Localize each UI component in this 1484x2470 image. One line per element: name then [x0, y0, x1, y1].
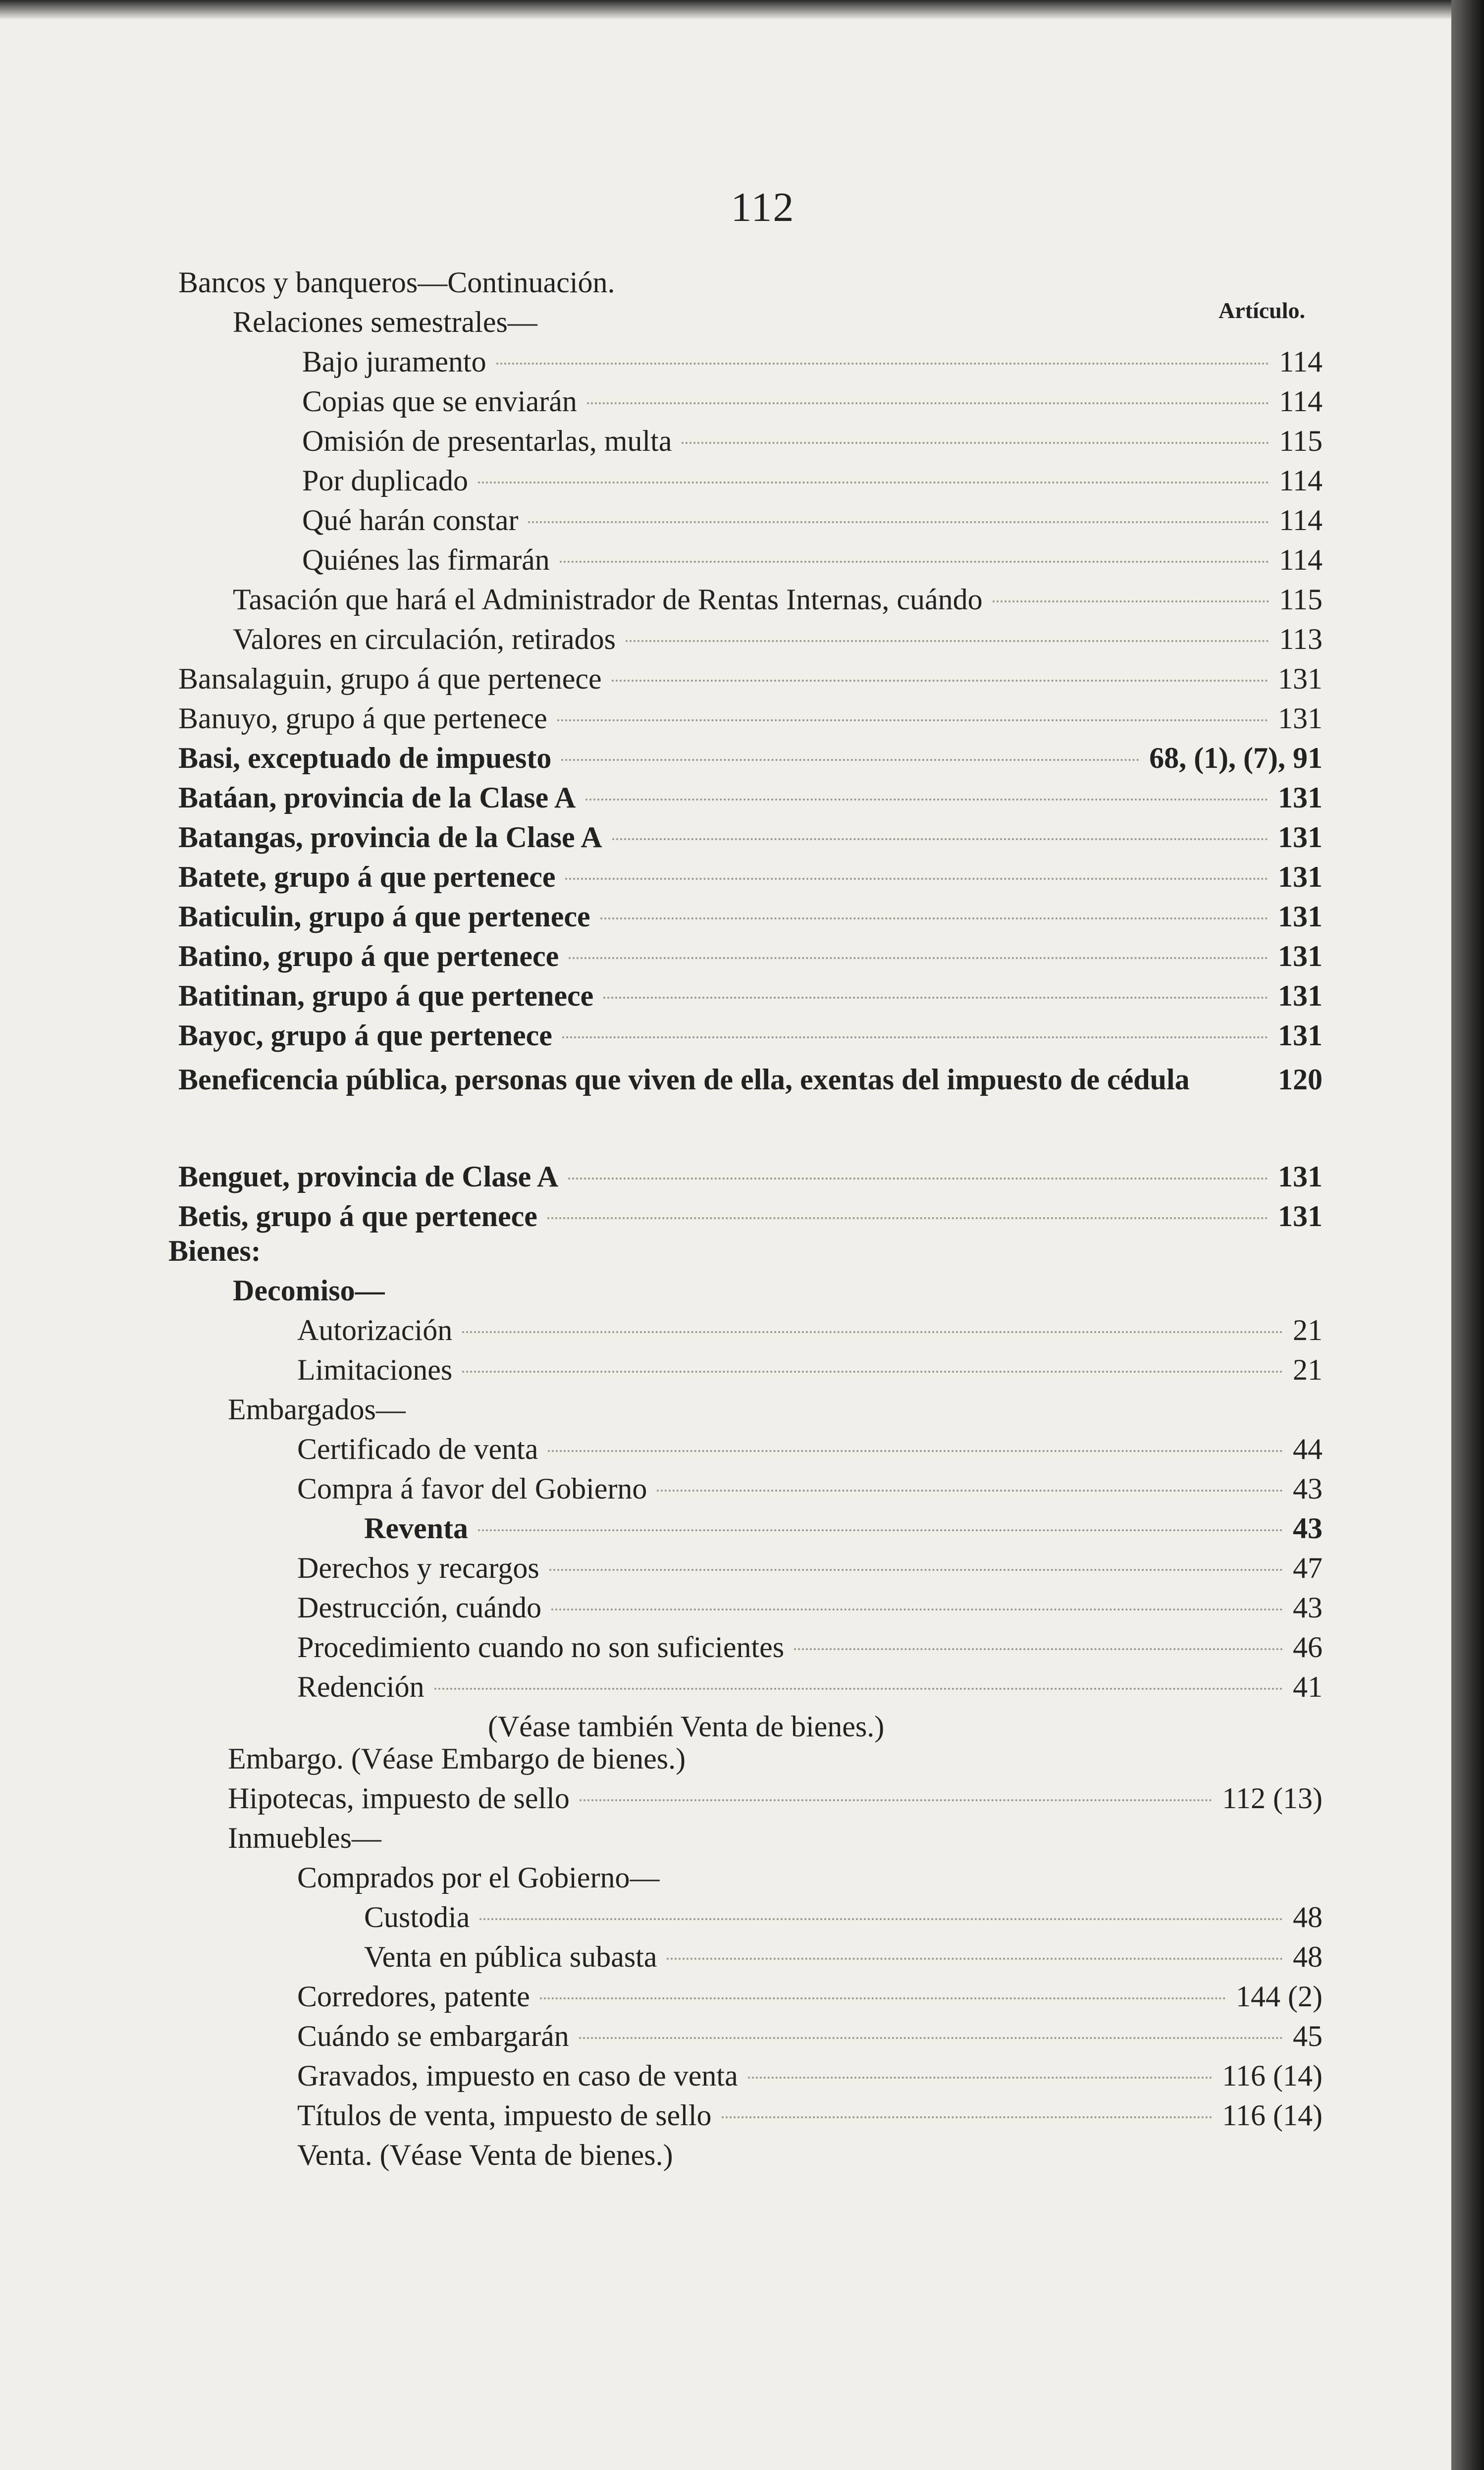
- entry-article: 47: [1293, 1552, 1323, 1584]
- entry-article: 113: [1279, 623, 1323, 655]
- index-entry: [178, 1199, 1323, 1234]
- entry-label: Custodia: [364, 1901, 470, 1933]
- entry-article: 131: [1278, 821, 1323, 854]
- dot-leader: [560, 561, 1269, 563]
- dot-leader: [568, 1178, 1268, 1180]
- entry-article: 131: [1278, 1019, 1323, 1052]
- index-entry: [302, 503, 1323, 537]
- entry-label: Cuándo se embargarán: [297, 2020, 569, 2052]
- entry-label: Batino, grupo á que pertenece: [178, 940, 559, 972]
- entry-article: 131: [1278, 702, 1323, 735]
- entry-label: Bajo juramento: [302, 345, 486, 378]
- entry-article: 131: [1278, 979, 1323, 1012]
- entry-article: 112 (13): [1222, 1782, 1323, 1815]
- entry-label: Venta. (Véase Venta de bienes.): [297, 2139, 673, 2171]
- entry-article: 131: [1278, 1160, 1323, 1193]
- entry-article: 45: [1293, 2020, 1323, 2052]
- index-entry: [178, 1159, 1323, 1194]
- dot-leader: [993, 600, 1270, 602]
- dot-leader: [626, 640, 1269, 642]
- dot-leader: [462, 1371, 1283, 1373]
- index-entry: [302, 424, 1323, 458]
- index-entry: [297, 1432, 1323, 1466]
- entry-label: Inmuebles—: [228, 1822, 381, 1854]
- entry-label: Certificado de venta: [297, 1433, 538, 1465]
- index-entry: [168, 1234, 261, 1268]
- entry-label: Limitaciones: [297, 1353, 453, 1386]
- index-entry: [233, 305, 537, 339]
- dot-leader: [557, 719, 1268, 721]
- dot-leader: [580, 1799, 1212, 1801]
- entry-article: 68, (1), (7), 91: [1149, 742, 1323, 774]
- dot-leader: [600, 917, 1268, 919]
- index-entry: [364, 1900, 1323, 1934]
- entry-label: Bansalaguin, grupo á que pertenece: [178, 662, 602, 695]
- entry-article: 114: [1279, 345, 1323, 378]
- entry-article: 44: [1293, 1433, 1323, 1465]
- entry-label: Batitinan, grupo á que pertenece: [178, 979, 594, 1012]
- index-entry: [178, 939, 1323, 973]
- index-entry: [178, 899, 1323, 934]
- entry-article: 41: [1293, 1670, 1323, 1703]
- index-entry: [297, 1313, 1323, 1347]
- entry-article: 48: [1293, 1901, 1323, 1933]
- dot-leader: [540, 1997, 1226, 1999]
- entry-article: 43: [1293, 1591, 1323, 1624]
- entry-label: Derechos y recargos: [297, 1552, 539, 1584]
- page-binding-shadow: [1451, 0, 1484, 2470]
- index-entry: [297, 2058, 1323, 2093]
- entry-article: 120: [1278, 1063, 1323, 1096]
- entry-label: Compra á favor del Gobierno: [297, 1472, 647, 1505]
- entry-label: Batáan, provincia de la Clase A: [178, 781, 576, 814]
- dot-leader: [434, 1688, 1283, 1690]
- entry-article: 43: [1293, 1472, 1323, 1505]
- page-number: 112: [731, 184, 795, 230]
- index-entry: [297, 2138, 673, 2172]
- entry-article: 43: [1293, 1512, 1323, 1545]
- index-entry: [228, 1781, 1323, 1816]
- entry-label: Destrucción, cuándo: [297, 1591, 542, 1624]
- dot-leader: [569, 957, 1268, 959]
- entry-article: 114: [1279, 543, 1323, 576]
- entry-article: 46: [1293, 1631, 1323, 1664]
- entry-label: Qué harán constar: [302, 504, 519, 537]
- index-entry: [178, 978, 1323, 1013]
- dot-leader: [551, 1609, 1283, 1611]
- dot-leader: [561, 759, 1139, 761]
- entry-article: 21: [1293, 1314, 1323, 1346]
- dot-leader: [585, 799, 1268, 801]
- index-entry: [233, 622, 1323, 656]
- entry-label: Quiénes las firmarán: [302, 543, 550, 576]
- index-entry: [302, 463, 1323, 498]
- dot-leader: [682, 442, 1269, 444]
- dot-leader: [587, 402, 1269, 404]
- entry-article: 131: [1278, 900, 1323, 933]
- entry-label: Batete, grupo á que pertenece: [178, 860, 556, 893]
- index-entry: [302, 344, 1323, 379]
- dot-leader: [667, 1958, 1283, 1960]
- entry-label: Bienes:: [168, 1235, 261, 1267]
- entry-article: 131: [1278, 662, 1323, 695]
- entry-article: 114: [1279, 504, 1323, 537]
- index-entry: [233, 1273, 385, 1308]
- index-entry: [297, 1590, 1323, 1625]
- entry-label: Betis, grupo á que pertenece: [178, 1200, 537, 1233]
- entry-label: Autorización: [297, 1314, 453, 1346]
- entry-label: Copias que se enviarán: [302, 385, 577, 418]
- entry-article: 131: [1278, 781, 1323, 814]
- index-entry: [178, 701, 1323, 736]
- dot-leader: [479, 1918, 1283, 1920]
- entry-article: 48: [1293, 1940, 1323, 1973]
- dot-leader: [794, 1648, 1283, 1650]
- index-entry: [178, 1018, 1323, 1053]
- entry-label: Venta en pública subasta: [364, 1940, 657, 1973]
- entry-article: 131: [1278, 1200, 1323, 1233]
- index-entry: [178, 820, 1323, 855]
- dot-leader: [562, 1036, 1268, 1038]
- dot-leader: [548, 1450, 1283, 1452]
- entry-label: Por duplicado: [302, 464, 468, 497]
- entry-label: Tasación que hará el Administrador de Rentas Internas, cuándo: [233, 583, 983, 616]
- index-entry: [297, 1352, 1323, 1387]
- dot-leader: [722, 2116, 1213, 2118]
- index-entry: [297, 1669, 1323, 1704]
- entry-label: Relaciones semestrales—: [233, 306, 537, 338]
- entry-article: 116 (14): [1222, 2099, 1323, 2132]
- entry-label: Basi, exceptuado de impuesto: [178, 742, 552, 774]
- dot-leader: [748, 2077, 1213, 2079]
- dot-leader: [565, 878, 1268, 880]
- entry-article: 131: [1278, 860, 1323, 893]
- entry-label: Valores en circulación, retirados: [233, 623, 616, 655]
- entry-label: Beneficencia pública, personas que viven de ella, exentas del impuesto de cédula: [178, 1063, 1190, 1096]
- entry-label: Bancos y banqueros—Continuación.: [178, 266, 615, 299]
- entry-label: Decomiso—: [233, 1274, 385, 1307]
- entry-label: Embargo. (Véase Embargo de bienes.): [228, 1742, 686, 1775]
- index-entry: [364, 1511, 1323, 1546]
- index-entry: [302, 542, 1323, 577]
- index-entry: [178, 1060, 1323, 1099]
- index-entry: [297, 1979, 1323, 2014]
- entry-label: Batangas, provincia de la Clase A: [178, 821, 602, 854]
- dot-leader: [603, 997, 1268, 999]
- entry-article: 131: [1278, 940, 1323, 972]
- index-entry: [178, 661, 1323, 696]
- entry-label: Comprados por el Gobierno—: [297, 1861, 660, 1894]
- index-entry: [228, 1392, 406, 1427]
- index-entry: [233, 582, 1323, 617]
- dot-leader: [528, 521, 1269, 523]
- entry-label: Redención: [297, 1670, 424, 1703]
- index-entry: [488, 1709, 884, 1744]
- index-entry: [178, 780, 1323, 815]
- entry-label: Benguet, provincia de Clase A: [178, 1160, 559, 1193]
- dot-leader: [579, 2037, 1283, 2039]
- entry-label: Corredores, patente: [297, 1980, 530, 2013]
- index-entry: [228, 1741, 686, 1776]
- dot-leader: [612, 680, 1268, 682]
- column-header-articulo: Artículo.: [1219, 298, 1306, 323]
- entry-article: 115: [1279, 583, 1323, 616]
- entry-label: Títulos de venta, impuesto de sello: [297, 2099, 712, 2132]
- index-entry: [297, 1471, 1323, 1506]
- index-entry: [364, 1939, 1323, 1974]
- entry-label: Banuyo, grupo á que pertenece: [178, 702, 547, 735]
- index-entry: [228, 1821, 381, 1855]
- entry-article: 114: [1279, 385, 1323, 418]
- dot-leader: [547, 1217, 1268, 1219]
- index-entry: [302, 384, 1323, 419]
- entry-article: 144 (2): [1236, 1980, 1323, 2013]
- index-entry: [297, 1630, 1323, 1665]
- dot-leader: [478, 1529, 1283, 1531]
- entry-article: 115: [1279, 425, 1323, 457]
- dot-leader: [496, 363, 1270, 365]
- entry-label: Procedimiento cuando no son suficientes: [297, 1631, 785, 1664]
- index-entry: [297, 2098, 1323, 2133]
- entry-article: 114: [1279, 464, 1323, 497]
- entry-label: Gravados, impuesto en caso de venta: [297, 2059, 738, 2092]
- index-entry: [297, 1551, 1323, 1585]
- entry-article: 21: [1293, 1353, 1323, 1386]
- dot-leader: [657, 1490, 1283, 1492]
- entry-label: (Véase también Venta de bienes.): [488, 1710, 885, 1743]
- index-entry: [297, 1860, 660, 1895]
- index-entry: [178, 741, 1323, 775]
- index-entry: [297, 2019, 1323, 2053]
- entry-label: Embargados—: [228, 1393, 406, 1426]
- entry-article: 116 (14): [1222, 2059, 1323, 2092]
- dot-leader: [549, 1569, 1283, 1571]
- entry-label: Hipotecas, impuesto de sello: [228, 1782, 570, 1815]
- dot-leader: [478, 482, 1269, 483]
- entry-label: Bayoc, grupo á que pertenece: [178, 1019, 552, 1052]
- dot-leader: [612, 838, 1268, 840]
- dot-leader: [462, 1331, 1283, 1333]
- entry-label: Omisión de presentarlas, multa: [302, 425, 672, 457]
- entry-label: Reventa: [364, 1512, 468, 1545]
- index-entry: [178, 859, 1323, 894]
- entry-label: Baticulin, grupo á que pertenece: [178, 900, 590, 933]
- index-entry: [178, 265, 615, 300]
